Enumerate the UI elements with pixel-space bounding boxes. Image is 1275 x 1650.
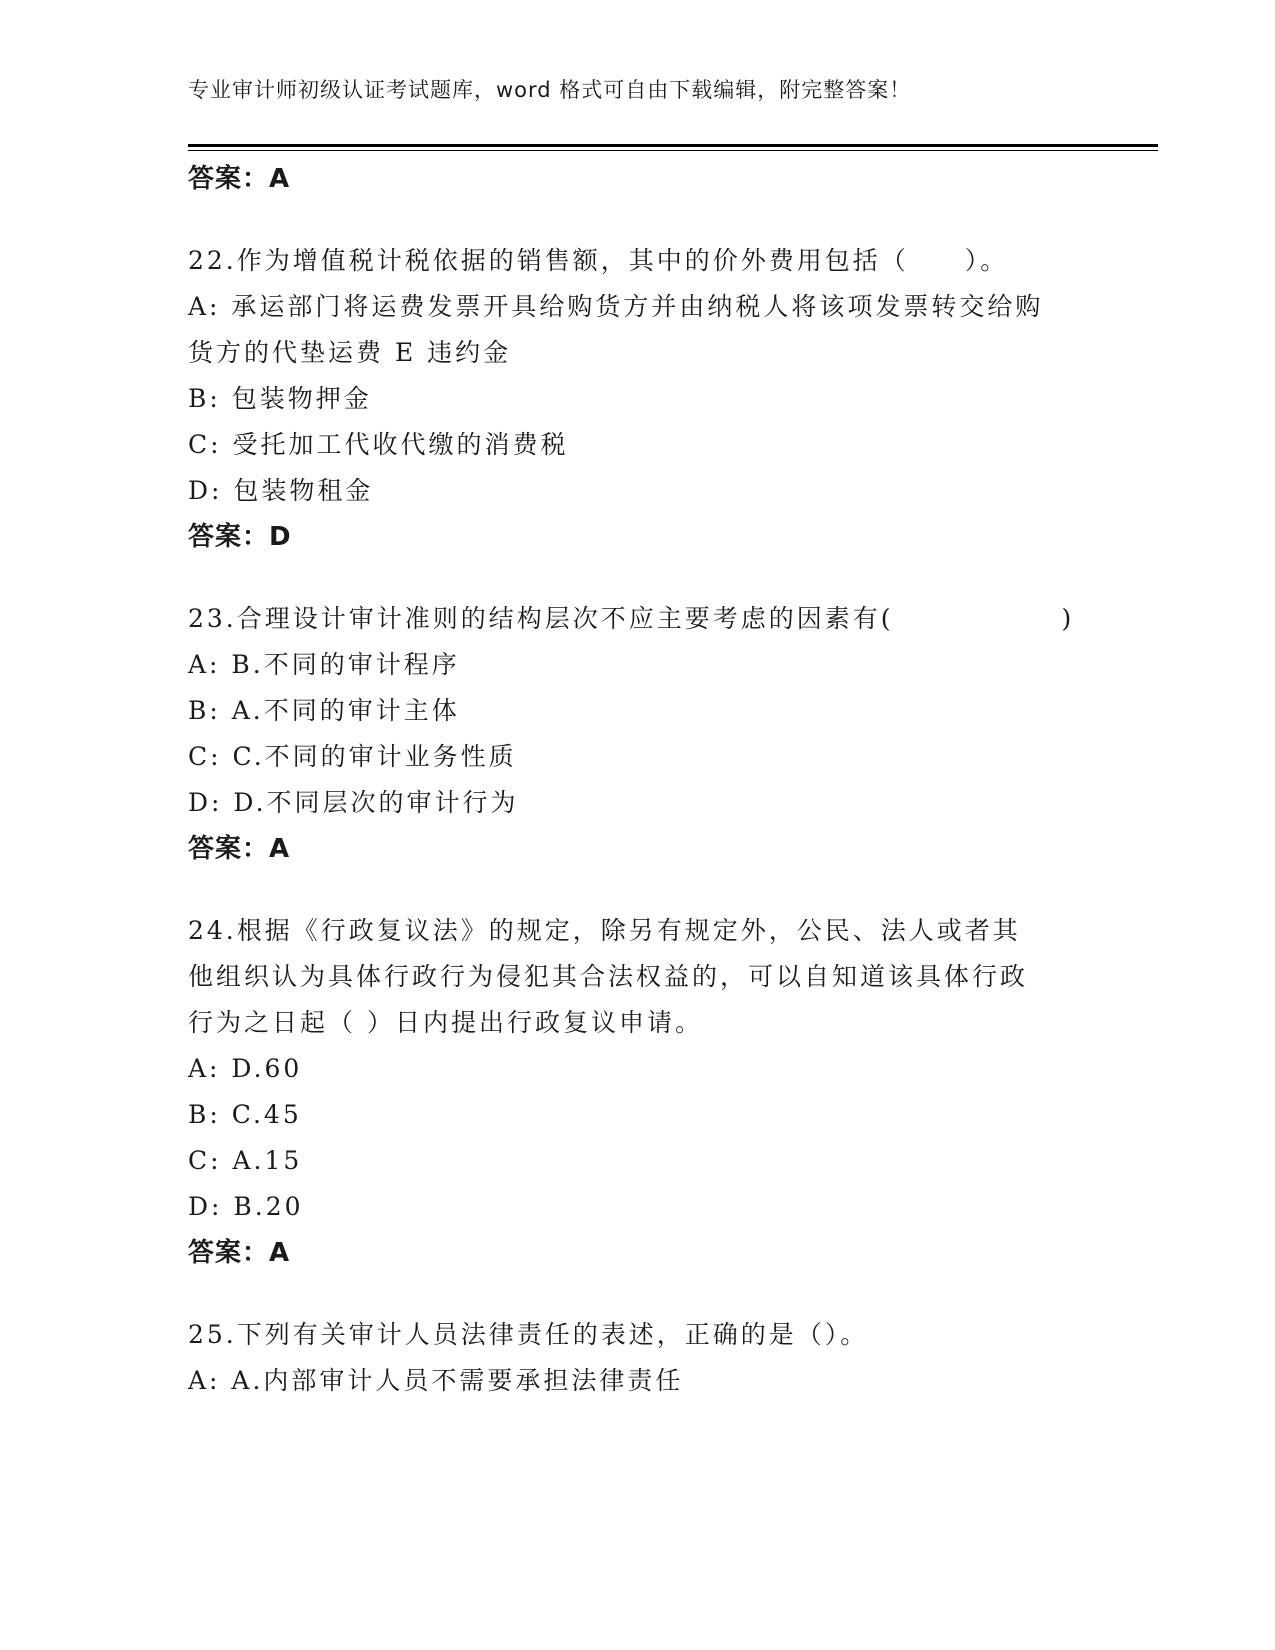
header-rule-thick (188, 144, 1158, 147)
question-stem: 23.合理设计审计准则的结构层次不应主要考虑的因素有( ) (188, 604, 1075, 633)
option-c: C: 受托加工代收代缴的消费税 (188, 430, 569, 459)
question-block (188, 908, 1088, 1276)
question-stem: 25.下列有关审计人员法律责任的表述，正确的是（）。 (188, 1320, 869, 1349)
option-d: D: B.20 (188, 1192, 304, 1221)
option-d: D: D.不同层次的审计行为 (188, 788, 519, 817)
option-a: A: B.不同的审计程序 (188, 650, 460, 679)
question-list (188, 156, 1088, 1404)
question-block (188, 1312, 1088, 1404)
answer-label: 答案：A (188, 834, 291, 864)
answer-label: 答案：D (188, 522, 292, 552)
header-rule-thin (188, 150, 1158, 151)
option-b: B: 包装物押金 (188, 384, 372, 413)
option-b: B: C.45 (188, 1100, 302, 1129)
question-block (188, 238, 1088, 560)
option-a: A: D.60 (188, 1054, 303, 1083)
answer-label: 答案：A (188, 1238, 291, 1268)
answer-label: 答案：A (188, 164, 291, 194)
option-a: A: A.内部审计人员不需要承担法律责任 (188, 1366, 684, 1395)
page-header: 专业审计师初级认证考试题库，word 格式可自由下载编辑，附完整答案！ (188, 78, 912, 102)
question-stem: 24.根据《行政复议法》的规定，除另有规定外，公民、法人或者其他组织认为具体行政行为侵犯其合法权益的，可以自知道该具体行政行为之日起（ ）日内提出行政复议申请。 (188, 916, 1029, 1037)
option-a: A: 承运部门将运费发票开具给购货方并由纳税人将该项发票转交给购货方的代垫运费 E 违约金 (188, 292, 1044, 367)
question-block (188, 596, 1088, 872)
option-c: C: A.15 (188, 1146, 303, 1175)
option-b: B: A.不同的审计主体 (188, 696, 460, 725)
option-c: C: C.不同的审计业务性质 (188, 742, 517, 771)
question-stem: 22.作为增值税计税依据的销售额，其中的价外费用包括（ ）。 (188, 246, 1009, 275)
option-d: D: 包装物租金 (188, 476, 374, 505)
